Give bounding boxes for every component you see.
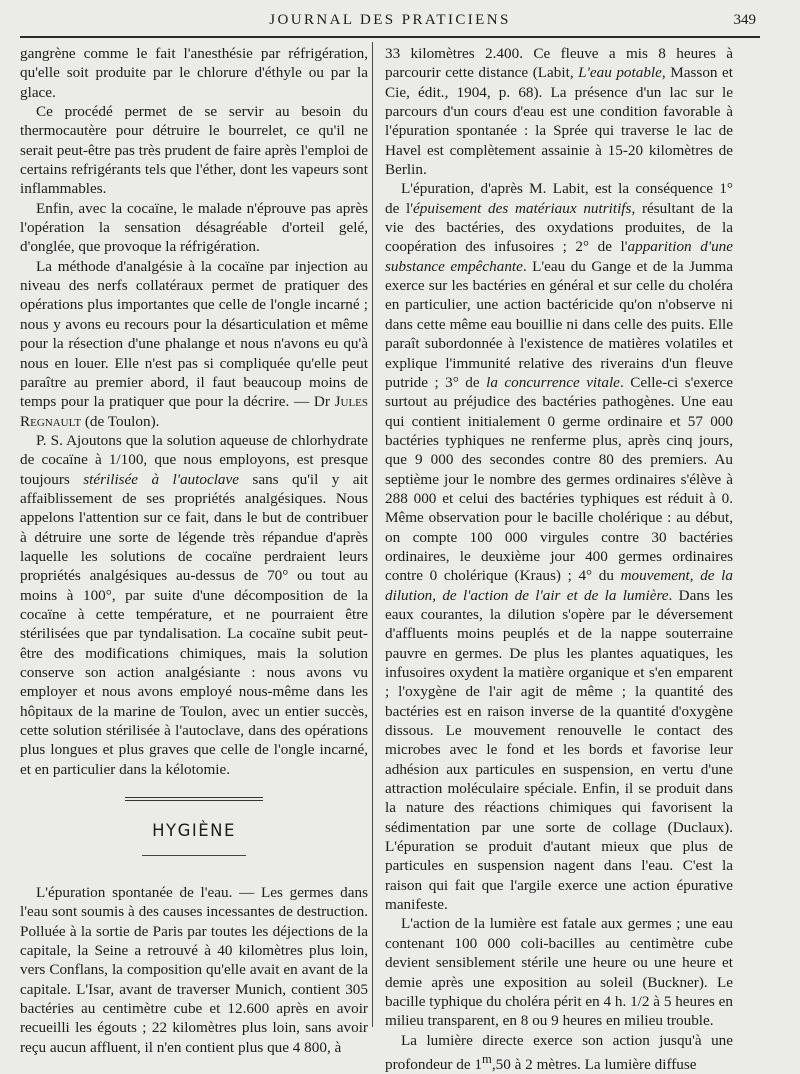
paragraph-cocaine-sensation: Enfin, avec la cocaïne, le malade n'éprouve pas après l'opération la sensation désagréable d'orteil gelé, d'onglée, que provoque la réfrigération. [20, 199, 368, 256]
paragraph-isar-continued [385, 44, 733, 179]
paragraph-postscript [20, 431, 368, 779]
paragraph-thermocautere: Ce procédé permet de se servir au besoin du thermocautère pour détruire le bourrelet, ce qu'il ne serait peut-être pas très prudent de faire après l'emploi de certains refrigérants tels que l'éther, dont les vapeurs sont inflammables. [20, 103, 368, 198]
section-title-hygiene: HYGIÈNE [152, 821, 236, 841]
right-column [385, 44, 733, 1074]
article-title: L'épuration spontanée de l'eau. [36, 884, 233, 902]
r4-superscript: m [482, 1051, 492, 1066]
ps-text-b: sans qu'il y ait affaiblissement de ses propriétés analgésiques. Nous appelons l'attention sur ce fait, dans le but de contribuer à détruire une sorte de légende très répandue d'après laquelle les solutions de cocaïne perdraient leurs propriétés analgésiques au-dessus de 70° ou tout au moins à 100°, par suite d'une décomposition de la cocaïne à cette température, et ne pourraient être stérilisées que par tyndalisation. La cocaïne subit peut-être des modifications chimiques, mais la solution conserve son action analgésiante : nous avons vu employer et nous avons employé nous-même dans les hôpitaux de la marine de Toulon, avec un entier succès, cette solution stérilisée à l'autoclave, dans des opérations plus longues et plus graves que celle de l'ongle incarné, et en particulier dans la kélotomie. [20, 470, 368, 778]
r2-text-e: . Dans les eaux courantes, la dilution s'opère par le déversement d'affluents moins peuplés et de la nappe souterraine pauvre en germes. De plus les plantes aquatiques, les infusoires oxydent la matière organique et s'en emparent ; l'oxygène de l'air agit de même ; la quantité des bactéries est en raison inverse de la quantité d'oxygène dissous. Le mouvement renouvelle le contact des microbes avec le fond et les bords et favorise leur adhésion aux particules en suspension, en vertu d'une attraction moléculaire spéciale. Enfin, il se produit dans la nature des réactions chimiques qui favorisent la sédimentation par une sorte de collage (Duclaux). L'épuration se produit d'autant mieux que plus de particules en suspension nagent dans l'eau. C'est la raison qui fait que l'argile exerce une action épurative manifeste. [385, 586, 733, 914]
r4-text-b: ,50 à 2 mètres. La lumière diffuse [491, 1055, 697, 1073]
analgesia-text: La méthode d'analgésie à la cocaïne par injection au niveau des nerfs collatéraux permet de pratiquer des opérations plus importantes que celle de l'ongle incarné ; nous y avons eu recours pour la désarticulation et même pour la résection d'une phalange et nous n'avons eu qu'à nous en louer. Elle n'est pas si compliquée qu'elle peut paraître au premier abord, il faut beaucoup moins de temps pour la pratiquer que pour la décrire. — [20, 257, 368, 411]
paragraph-labit-causes [385, 179, 733, 914]
paragraph-light-action: L'action de la lumière est fatale aux germes ; une eau contenant 100 000 coli-bacilles au centimètre cube devient sensiblement stérile une heure ou une heure et demie après une exposition au soleil (Buckner). Le bacille typhique du choléra périt en 4 h. 1/2 à 5 heures en milieu transparent, en 8 ou 9 heures en milieu trouble. [385, 915, 733, 1030]
r2-text-d: . Celle-ci s'exerce surtout au préjudice des bactéries pathogènes. Une eau qui contient initialement 0 germe ordinaire et 57 000 bactéries typhiques ne renferme plus, après cinq jours, que 9 000 des secondes contre 80 des premiers. Au septième jour le nombre des germes ordinaires s'élève à 288 000 et celui des bactéries typhiques est réduit à 0. Même observation pour le bacille cholérique : au début, on compte 100 000 virgules contre 30 bactéries ordinaires, le deuxième jour 400 germes ordinaires contre 0 cholérique (Kraus) ; 4° du [385, 373, 733, 585]
r1-text-b: , Masson et Cie, édit., 1904, p. 68). La présence d'un lac sur le parcours d'un cours d'eau est une condition favorable à l'épuration spontanée : la Sprée qui traverse le lac de Havel est complètement assainie à 15-20 kilomètres de Berlin. [385, 64, 734, 179]
r1-text-a: 33 kilomètres 2.400. Ce fleuve a mis 8 heures à parcourir cette distance (Labit, [385, 45, 733, 82]
ps-italic: stérilisée à l'autoclave [83, 470, 239, 488]
article-text: — Les germes dans l'eau sont soumis à des causes incessantes de destruction. Polluée à la sortie de Paris par toutes les déjections de la capitale, la Seine a retrouvé à 40 kilomètres plus loin, vers Conflans, la composition qu'elle avait en avant de la capitale. L'Isar, avant de traverser Munich, contient 305 bactéries au centimètre cube et 12.600 après en avoir recueilli les égouts ; 22 kilomètres plus loin, sans avoir reçu aucun affluent, il n'en contient plus que 4 800, à [20, 884, 368, 1056]
section-rule [20, 843, 368, 869]
paragraph-direct-light [385, 1031, 733, 1074]
author-prefix: Dr [313, 393, 335, 411]
r2-text-a: L'épuration, d'après M. Labit, est la conséquence 1° de l' [385, 180, 733, 217]
column-divider [372, 42, 373, 1027]
paragraph-analgesia-method [20, 257, 368, 431]
page-number: 349 [733, 12, 756, 28]
r2-text-b: , résultant de la vie des bactéries, des oxydations produites, de la coopération des infusoires ; 2° de l' [385, 199, 733, 256]
r4-text-a: La lumière directe exerce son action jusqu'à une profondeur de 1 [385, 1031, 733, 1073]
section-rule-line [142, 855, 246, 856]
double-rule [20, 797, 368, 805]
double-rule-line [125, 797, 263, 801]
r2-italic-1: épuisement des matériaux nutritifs [413, 199, 632, 217]
paragraph-water-purification [20, 883, 368, 1057]
ps-text-a: P. S. Ajoutons que la solution aqueuse de chlorhydrate de cocaïne à 1/100, que nous employons, est presque toujours [20, 431, 368, 488]
r1-italic: L'eau potable [578, 64, 662, 82]
running-title: JOURNAL DES PRATICIENS [269, 12, 511, 28]
r2-italic-2: apparition d'une substance empêchante [385, 238, 734, 275]
page-header [20, 6, 760, 38]
paragraph-continued: gangrène comme le fait l'anesthésie par réfrigération, qu'elle soit produite par le chlorure d'éthyle ou par la glace. [20, 45, 368, 101]
r2-italic-4: mouvement, de la dilution, de l'action de l'air et de la lumière [385, 567, 733, 604]
r2-text-c: . L'eau du Gange et de la Jumma exerce sur les bactéries en général et sur celle du choléra en particulier, une action bactéricide qu'on n'observe ni dans cette même eau bouillie ni dans celle des puits. Elle paraît subordonnée à l'existence de matières volatiles et explique l'immunité relative des riverains d'un fleuve putride ; 3° de [385, 257, 733, 391]
r2-italic-3: la concurrence vitale [486, 373, 620, 391]
author-place: (de Toulon). [81, 412, 160, 430]
left-column [20, 44, 368, 1057]
author-name: Jules Regnault [20, 393, 369, 430]
